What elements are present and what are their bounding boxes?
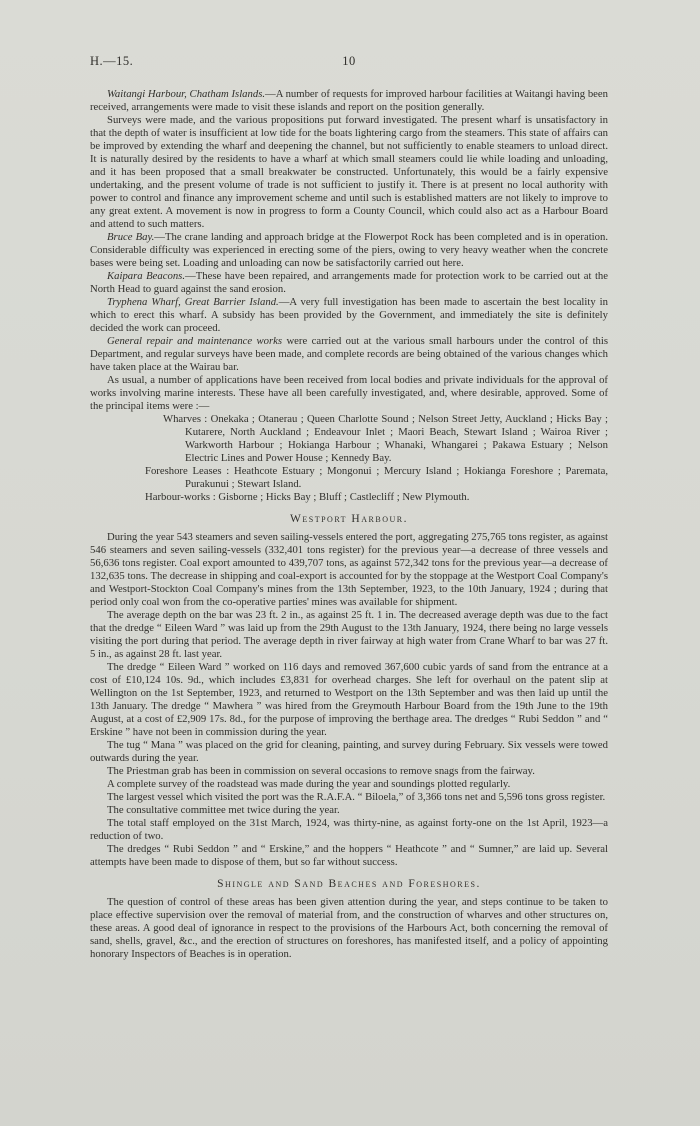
paragraph-text: —The crane landing and approach bridge at the Flowerpot Rock has been completed and is in operation. Considerable difficulty was experienced in erecting some of the piers, owing to very heavy weather when the concrete bases were being set. Loading and unloading can now be satisfactorily carried out here. [90,231,608,269]
paragraph-westport-tug-mana: The tug “ Mana ” was placed on the grid for cleaning, painting, and survey during February. Six vessels were towed outwards during the year. [90,739,608,764]
paragraph-text: were carried out at the various small harbours under the control of this Department, and regular surveys have been made, and complete records are being obtained of the various changes which have taken place at the Wairau bar. [90,335,609,373]
paragraph-text: —A number of requests for improved harbour facilities at Waitangi having been received, arrangements were made to visit these islands and report on the position generally. [90,88,609,113]
paragraph-lead-italic: Waitangi Harbour, Chatham Islands. [107,88,266,100]
list-item-foreshore-leases: Foreshore Leases : Heathcote Estuary ; Mongonui ; Mercury Island ; Hokianga Foreshore ; Paremata, Purakunui ; Stewart Island. [145,465,608,490]
paragraph-westport-dredges: The dredge “ Eileen Ward ” worked on 116 days and removed 367,600 cubic yards of sand from the entrance at a cost of £10,124 10s. 9d., which includes £3,831 for overhead charges. She left for overhaul on the patent slip at Wellington on the 1st September, 1923, and returned to Westport on the 13th September and was then laid up until the 13th January. The dredge “ Mawhera ” was hired from the Greymouth Harbour Board from the 19th June to the 19th August, at a cost of £2,909 17s. 8d., for the purpose of improving the berthage area. The dredges “ Rubi Seddon ” and “ Erskine ” have not been in commission during the year. [90,661,608,738]
paragraph-westport-largest-vessel: The largest vessel which visited the port was the R.A.F.A. “ Biloela,” of 3,366 tons net and 5,596 tons gross register. [107,791,606,803]
paragraph-general-repair [90,335,608,374]
paragraph-text: —A very full investigation has been made to ascertain the best locality in which to erect this wharf. A subsidy has been provided by the Government, and immediately the site is definitely decided the work can proceed. [90,296,608,334]
principal-items-list [90,413,608,504]
page-number: 10 [342,54,356,68]
paragraph-lead-italic: General repair and maintenance works [107,335,287,347]
page-header [90,54,608,70]
document-reference: H.—15. [90,54,134,68]
paragraph-lead-italic: Tryphena Wharf, Great Barrier Island. [107,296,279,308]
paragraph-shingle-control: The question of control of these areas has been given attention during the year, and steps continue to be taken to place effective supervision over the removal of material from, and the construction of wharves and other structures on, these areas. A good deal of ignorance in respect to the provisions of the Harbours Act, both concerning the removal of sand, shells, gravel, &c., and the erection of structures on foreshores, has manifested itself, and a policy of appointing honorary Inspectors of Beaches is in operation. [90,896,608,960]
paragraph-waitangi-harbour [90,88,608,114]
section-heading-shingle-beaches: Shingle and Sand Beaches and Foreshores. [217,878,481,890]
paragraph-westport-laid-up-vessels: The dredges “ Rubi Seddon ” and “ Erskine,” and the hoppers “ Heathcote ” and “ Sumner,” are laid up. Several attempts have been made to dispose of them, but so far without success. [90,843,608,868]
paragraph-text: —These have been repaired, and arrangements made for protection work to be carried out at the North Head to guard against the sand erosion. [90,270,609,295]
paragraph-lead-italic: Bruce Bay. [107,231,155,243]
paragraph-westport-traffic: During the year 543 steamers and seven sailing-vessels entered the port, aggregating 275,765 tons register, as against 546 steamers and seven sailing-vessels (332,401 tons register) for the previous year—a decrease of three vessels and 56,636 tons register. Coal export amounted to 439,707 tons, as against 572,342 tons for the previous year—a decrease of 132,635 tons. The decrease in shipping and coal-export is accounted for by the stoppage at the Westport Coal Company's and Westport-Stockton Coal Company's mines from the 13th September, 1923, to the 10th January, 1924 ; during that period only coal won from the co-operative parties' mines was available for shipment. [90,531,608,608]
paragraph-kaipara-beacons [90,270,608,296]
paragraph-applications: As usual, a number of applications have been received from local bodies and private individuals for the approval of works involving marine interests. These have all been carefully investigated, and, where desirable, approved. Some of the principal items were :— [90,374,608,412]
list-item-harbour-works: Harbour-works : Gisborne ; Hicks Bay ; Bluff ; Castlecliff ; New Plymouth. [145,491,470,503]
document-body [90,88,608,961]
paragraph-tryphena-wharf [90,296,608,335]
paragraph-westport-staff: The total staff employed on the 31st March, 1924, was thirty-nine, as against forty-one on the 1st April, 1923—a reduction of two. [90,817,608,842]
paragraph-bruce-bay [90,231,608,270]
paragraph-westport-bar-depth: The average depth on the bar was 23 ft. 2 in., as against 25 ft. 1 in. The decreased average depth was due to the fact that the dredge “ Eileen Ward ” was laid up from the 29th August to the 13th January, 1924, there being no large vessels visiting the port during that period. The average depth in river fairway at high water from Crane Wharf to bar was 27 ft. 5 in., as against 28 ft. last year. [90,609,608,660]
paragraph-westport-committee: The consultative committee met twice during the year. [107,804,340,816]
section-heading-westport-harbour: Westport Harbour. [290,513,408,525]
paragraph-westport-roadstead-survey: A complete survey of the roadstead was made during the year and soundings plotted regularly. [107,778,511,790]
paragraph-lead-italic: Kaipara Beacons. [107,270,186,282]
paragraph-westport-priestman-grab: The Priestman grab has been in commission on several occasions to remove snags from the fairway. [107,765,535,777]
paragraph-surveys: Surveys were made, and the various propositions put forward investigated. The present wharf is unsatisfactory in that the depth of water is insufficient at low tide for the boats lightering cargo from the steamers. This state of affairs can be improved by extending the wharf and deepening the channel, but not sufficiently to enable steamers to unload direct. It is naturally desired by the residents to have a wharf at which small steamers could lie while loading and unloading, and it has been proposed that a small breakwater be constructed. Unfortunately, this would be a fairly expensive undertaking, and the present volume of trade is not sufficient to justify it. There is at present no local authority with power to control and finance any improvement scheme and until such is established matters are not likely to improve to any great extent. A movement is now in progress to form a County Council, which could also act as a Harbour Board and attend to such matters. [90,114,608,230]
list-item-wharves: Wharves : Onekaka ; Otanerau ; Queen Charlotte Sound ; Nelson Street Jetty, Auckland ; Hicks Bay ; Kutarere, North Auckland ; Endeavour Inlet ; Maori Beach, Stewart Island ; Wairoa River ; Warkworth Harbour ; Hokianga Harbour ; Whanaki, Whangarei ; Pakawa Estuary ; Nelson Electric Lines and Power House ; Kennedy Bay. [163,413,608,464]
